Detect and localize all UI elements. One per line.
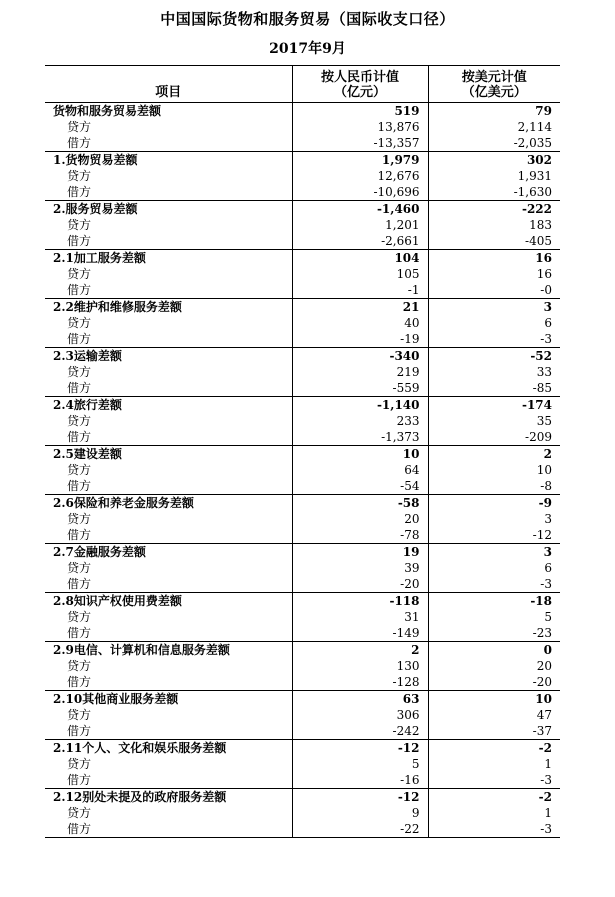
- balance-cny-value: 63: [292, 691, 428, 708]
- table-row-debit: [45, 772, 560, 789]
- balance-usd-value: -52: [530, 349, 552, 363]
- table-row-balance: [45, 299, 560, 316]
- header-cny-line2: （亿元）: [333, 85, 386, 100]
- balance-label: 2.6保险和养老金服务差额: [53, 496, 194, 510]
- credit-usd-value: 16: [536, 267, 552, 281]
- balance-label: 2.10其他商业服务差额: [53, 692, 179, 706]
- balance-label: 货物和服务贸易差额: [53, 104, 162, 118]
- balance-label: 2.5建设差额: [53, 447, 122, 461]
- debit-cny-value: -22: [292, 821, 428, 838]
- debit-usd-value: -23: [428, 625, 560, 642]
- balance-label: 2.服务贸易差额: [53, 202, 138, 216]
- balance-cny-value: -58: [292, 495, 428, 512]
- debit-usd-value: -3: [428, 576, 560, 593]
- credit-cny-value: 13,876: [292, 119, 428, 135]
- debit-cny-value: -13,357: [292, 135, 428, 152]
- debit-usd-value: -3: [428, 772, 560, 789]
- debit-cny-value: -16: [292, 772, 428, 789]
- table-row-credit: [45, 413, 560, 429]
- credit-label: 贷方: [67, 316, 92, 330]
- credit-cny-value: 39: [292, 560, 428, 576]
- table-row-balance: [45, 691, 560, 708]
- debit-label: 借方: [45, 135, 292, 152]
- balance-usd-value: 2: [543, 447, 552, 461]
- balance-label: 2.1加工服务差额: [53, 251, 146, 265]
- debit-label: 借方: [45, 723, 292, 740]
- balance-usd-value: 16: [535, 251, 552, 265]
- balance-cny-value: -118: [292, 593, 428, 610]
- table-row-debit: [45, 527, 560, 544]
- credit-usd-value: 3: [544, 512, 552, 526]
- table-body: [45, 103, 560, 838]
- table-row-debit: [45, 429, 560, 446]
- debit-usd-value: -2,035: [428, 135, 560, 152]
- table-row-balance: [45, 348, 560, 365]
- table-row-credit: [45, 707, 560, 723]
- balance-usd-value: -174: [521, 398, 552, 412]
- debit-label: 借方: [45, 625, 292, 642]
- balance-label: 2.3运输差额: [53, 349, 122, 363]
- table-row-debit: [45, 478, 560, 495]
- table-row-credit: [45, 756, 560, 772]
- table-row-credit: [45, 168, 560, 184]
- table-row-balance: [45, 397, 560, 414]
- debit-cny-value: -128: [292, 674, 428, 691]
- balance-label: 2.8知识产权使用费差额: [53, 594, 182, 608]
- debit-usd-value: -209: [428, 429, 560, 446]
- balance-label: 2.4旅行差额: [53, 398, 122, 412]
- table-row-debit: [45, 282, 560, 299]
- credit-cny-value: 9: [292, 805, 428, 821]
- credit-label: 贷方: [67, 267, 92, 281]
- table-row-balance: [45, 152, 560, 169]
- table-row-debit: [45, 723, 560, 740]
- balance-usd-value: -222: [521, 202, 552, 216]
- credit-label: 贷方: [67, 414, 92, 428]
- debit-usd-value: -8: [428, 478, 560, 495]
- credit-label: 贷方: [67, 659, 92, 673]
- header-usd-line2: （亿美元）: [461, 85, 527, 100]
- debit-label: 借方: [45, 821, 292, 838]
- credit-label: 贷方: [67, 512, 92, 526]
- credit-cny-value: 31: [292, 609, 428, 625]
- table-row-credit: [45, 560, 560, 576]
- debit-label: 借方: [45, 576, 292, 593]
- credit-label: 贷方: [67, 708, 92, 722]
- table-row-balance: [45, 544, 560, 561]
- balance-usd-value: 10: [535, 692, 552, 706]
- table-row-balance: [45, 495, 560, 512]
- credit-cny-value: 64: [292, 462, 428, 478]
- balance-usd-value: -2: [538, 741, 552, 755]
- header-item: 项目: [45, 66, 292, 103]
- debit-usd-value: -1,630: [428, 184, 560, 201]
- debit-label: 借方: [45, 331, 292, 348]
- table-row-balance: [45, 446, 560, 463]
- table-row-debit: [45, 576, 560, 593]
- table-row-debit: [45, 821, 560, 838]
- debit-cny-value: -149: [292, 625, 428, 642]
- balance-label: 2.12别处未提及的政府服务差额: [53, 790, 227, 804]
- credit-usd-value: 35: [536, 414, 552, 428]
- balance-usd-value: -2: [538, 790, 552, 804]
- table-row-balance: [45, 250, 560, 267]
- table-row-credit: [45, 658, 560, 674]
- credit-label: 贷方: [67, 463, 92, 477]
- credit-label: 贷方: [67, 757, 92, 771]
- debit-label: 借方: [45, 380, 292, 397]
- credit-cny-value: 306: [292, 707, 428, 723]
- balance-label: 2.7金融服务差额: [53, 545, 146, 559]
- debit-usd-value: -3: [428, 331, 560, 348]
- credit-usd-value: 33: [536, 365, 552, 379]
- balance-usd-value: 0: [543, 643, 552, 657]
- header-usd-line1: 按美元计值: [461, 70, 527, 85]
- balance-usd-value: 302: [526, 153, 552, 167]
- debit-usd-value: -37: [428, 723, 560, 740]
- balance-cny-value: -1,460: [292, 201, 428, 218]
- table-row-debit: [45, 184, 560, 201]
- debit-usd-value: -405: [428, 233, 560, 250]
- credit-usd-value: 20: [536, 659, 552, 673]
- table-header-row: [45, 66, 560, 103]
- debit-label: 借方: [45, 429, 292, 446]
- debit-label: 借方: [45, 184, 292, 201]
- credit-usd-value: 10: [536, 463, 552, 477]
- credit-cny-value: 130: [292, 658, 428, 674]
- debit-usd-value: -0: [428, 282, 560, 299]
- header-cny-line1: 按人民币计值: [320, 70, 399, 85]
- credit-cny-value: 20: [292, 511, 428, 527]
- table-row-balance: [45, 789, 560, 806]
- credit-cny-value: 5: [292, 756, 428, 772]
- debit-label: 借方: [45, 772, 292, 789]
- credit-label: 贷方: [67, 120, 92, 134]
- credit-usd-value: 1: [544, 757, 552, 771]
- credit-cny-value: 233: [292, 413, 428, 429]
- balance-cny-value: 21: [292, 299, 428, 316]
- debit-cny-value: -1: [292, 282, 428, 299]
- debit-usd-value: -3: [428, 821, 560, 838]
- balance-usd-value: -9: [538, 496, 552, 510]
- debit-cny-value: -54: [292, 478, 428, 495]
- table-row-debit: [45, 380, 560, 397]
- credit-usd-value: 47: [536, 708, 552, 722]
- debit-usd-value: -85: [428, 380, 560, 397]
- debit-cny-value: -1,373: [292, 429, 428, 446]
- balance-cny-value: 19: [292, 544, 428, 561]
- credit-usd-value: 5: [544, 610, 552, 624]
- balance-usd-value: 3: [543, 545, 552, 559]
- credit-label: 贷方: [67, 561, 92, 575]
- credit-usd-value: 1,931: [517, 169, 552, 183]
- table-row-credit: [45, 609, 560, 625]
- balance-cny-value: 10: [292, 446, 428, 463]
- table-row-credit: [45, 462, 560, 478]
- debit-cny-value: -19: [292, 331, 428, 348]
- debit-usd-value: -20: [428, 674, 560, 691]
- balance-cny-value: 104: [292, 250, 428, 267]
- balance-cny-value: 519: [292, 103, 428, 120]
- balance-label: 2.9电信、计算机和信息服务差额: [53, 643, 230, 657]
- trade-table: [45, 65, 560, 838]
- balance-cny-value: -1,140: [292, 397, 428, 414]
- debit-label: 借方: [45, 527, 292, 544]
- credit-cny-value: 12,676: [292, 168, 428, 184]
- debit-label: 借方: [45, 674, 292, 691]
- table-row-balance: [45, 593, 560, 610]
- credit-label: 贷方: [67, 365, 92, 379]
- table-row-credit: [45, 266, 560, 282]
- credit-cny-value: 105: [292, 266, 428, 282]
- credit-cny-value: 40: [292, 315, 428, 331]
- balance-label: 2.11个人、文化和娱乐服务差额: [53, 741, 227, 755]
- table-row-credit: [45, 217, 560, 233]
- table-row-debit: [45, 625, 560, 642]
- table-row-debit: [45, 331, 560, 348]
- credit-label: 贷方: [67, 806, 92, 820]
- debit-label: 借方: [45, 282, 292, 299]
- credit-label: 贷方: [67, 218, 92, 232]
- table-row-credit: [45, 805, 560, 821]
- header-usd: [428, 66, 560, 103]
- period-label: 2017年9月: [269, 41, 346, 57]
- debit-label: 借方: [45, 233, 292, 250]
- credit-label: 贷方: [67, 169, 92, 183]
- credit-usd-value: 1: [544, 806, 552, 820]
- balance-cny-value: -340: [292, 348, 428, 365]
- balance-usd-value: -18: [530, 594, 552, 608]
- balance-usd-value: 79: [535, 104, 552, 118]
- debit-cny-value: -10,696: [292, 184, 428, 201]
- balance-cny-value: 1,979: [292, 152, 428, 169]
- credit-usd-value: 2,114: [517, 120, 552, 134]
- debit-cny-value: -78: [292, 527, 428, 544]
- table-row-debit: [45, 674, 560, 691]
- table-row-balance: [45, 740, 560, 757]
- balance-cny-value: -12: [292, 740, 428, 757]
- credit-label: 贷方: [67, 610, 92, 624]
- credit-usd-value: 183: [529, 218, 552, 232]
- debit-cny-value: -20: [292, 576, 428, 593]
- debit-cny-value: -2,661: [292, 233, 428, 250]
- table-row-debit: [45, 135, 560, 152]
- debit-usd-value: -12: [428, 527, 560, 544]
- page-title: 中国国际货物和服务贸易（国际收支口径）: [160, 10, 455, 28]
- debit-cny-value: -242: [292, 723, 428, 740]
- table-row-debit: [45, 233, 560, 250]
- credit-usd-value: 6: [544, 316, 552, 330]
- credit-usd-value: 6: [544, 561, 552, 575]
- balance-label: 1.货物贸易差额: [53, 153, 138, 167]
- table-row-balance: [45, 201, 560, 218]
- table-row-credit: [45, 315, 560, 331]
- credit-cny-value: 1,201: [292, 217, 428, 233]
- table-row-credit: [45, 364, 560, 380]
- debit-label: 借方: [45, 478, 292, 495]
- table-row-credit: [45, 511, 560, 527]
- credit-cny-value: 219: [292, 364, 428, 380]
- table-row-balance: [45, 103, 560, 120]
- header-cny: [292, 66, 428, 103]
- table-row-balance: [45, 642, 560, 659]
- balance-label: 2.2维护和维修服务差额: [53, 300, 182, 314]
- debit-cny-value: -559: [292, 380, 428, 397]
- balance-cny-value: -12: [292, 789, 428, 806]
- table-row-credit: [45, 119, 560, 135]
- balance-cny-value: 2: [292, 642, 428, 659]
- balance-usd-value: 3: [543, 300, 552, 314]
